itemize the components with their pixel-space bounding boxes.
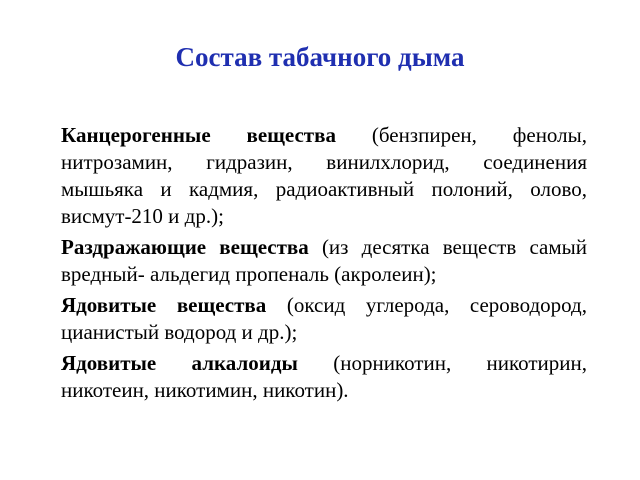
item-text: (бензпирен, фенолы, нитрозамин, гидразин, винилхлорид, соединения мышьяка и кадмия, радиоактивный полоний, олово, висмут-210 и др.); <box>61 123 587 228</box>
item-term: Ядовитые алкалоиды <box>61 351 298 375</box>
list-item-alkaloids <box>61 350 587 404</box>
list-item-poisons <box>61 292 587 346</box>
item-text: (оксид углерода, сероводород, цианистый водород и др.); <box>61 293 587 344</box>
slide-title: Состав табачного дыма <box>175 42 465 72</box>
item-term: Раздражающие вещества <box>61 235 309 259</box>
item-term: Канцерогенные вещества <box>61 123 336 147</box>
item-text: (из десятка веществ самый вредный- альдегид пропеналь (акролеин); <box>61 235 587 286</box>
item-term: Ядовитые вещества <box>61 293 267 317</box>
slide-body <box>61 122 587 408</box>
item-text: (норникотин, никотирин, никотеин, никотимин, никотин). <box>61 351 588 402</box>
list-item-irritants <box>61 234 587 288</box>
list-item-carcinogens <box>61 122 587 230</box>
